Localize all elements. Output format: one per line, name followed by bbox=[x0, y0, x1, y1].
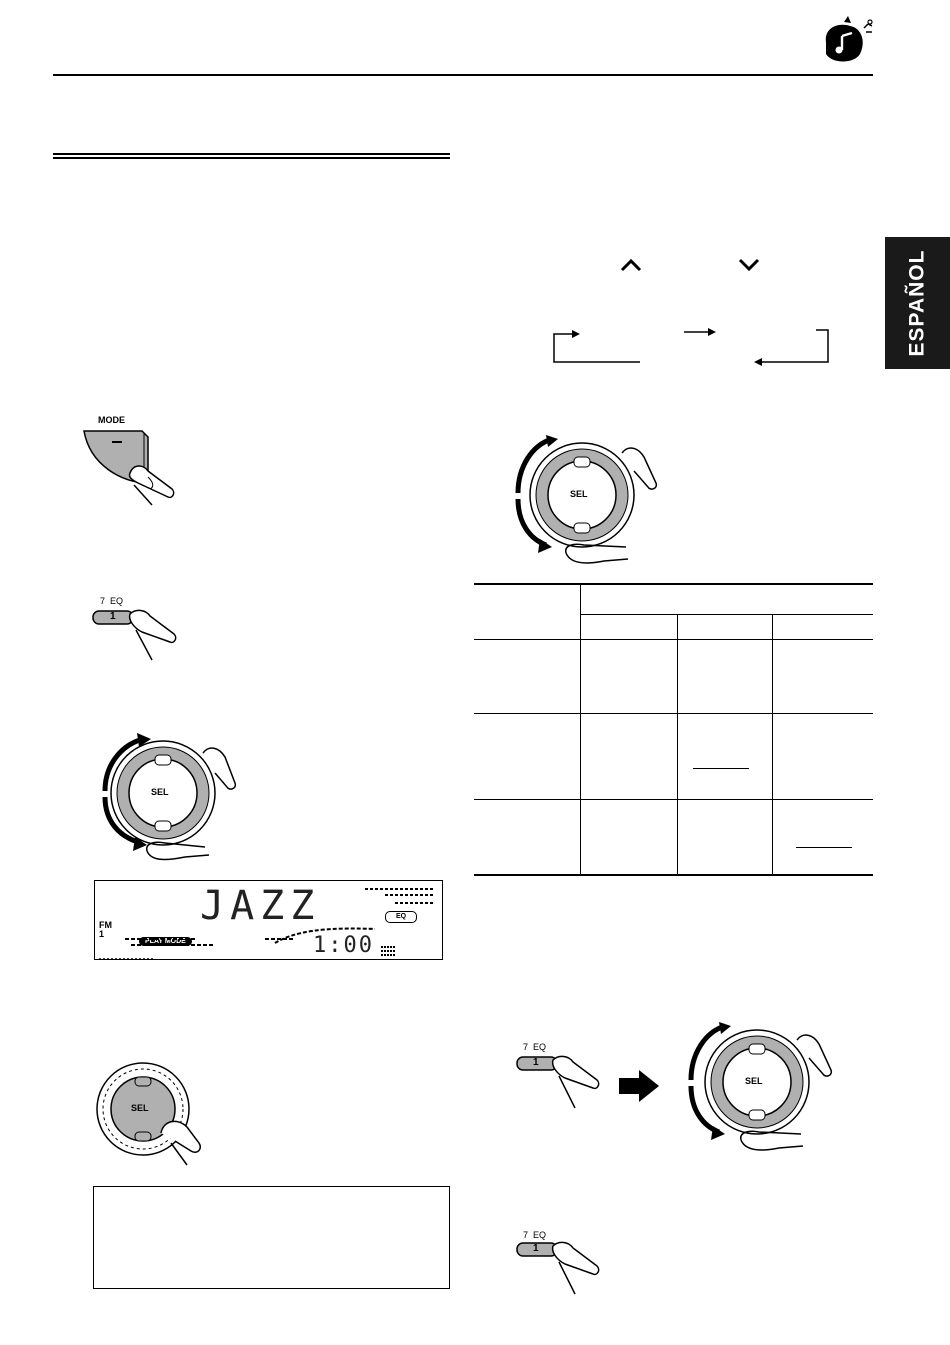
lcd-display bbox=[94, 880, 443, 960]
table-header-cell bbox=[581, 614, 678, 639]
lcd-band-number: 1 bbox=[99, 929, 105, 939]
sel-dial-bottom-label: SEL bbox=[745, 1076, 763, 1086]
sel-dial-left-graphic bbox=[85, 733, 245, 873]
eq-button-1-number: 1 bbox=[110, 611, 116, 622]
sel-dial-left-label: SEL bbox=[151, 787, 169, 797]
logo bbox=[818, 14, 876, 66]
table-underline bbox=[796, 847, 852, 848]
sel-dial-left[interactable] bbox=[85, 733, 245, 873]
table-header-cell bbox=[773, 614, 874, 639]
eq-button-1-label: 7 EQ bbox=[100, 596, 124, 606]
chevron-up-icon bbox=[620, 258, 642, 272]
sel-press-dial-graphic bbox=[95, 1055, 215, 1167]
table-header-cell bbox=[678, 614, 773, 639]
eq-button-1[interactable] bbox=[90, 594, 180, 664]
sel-press-dial[interactable] bbox=[95, 1055, 215, 1167]
language-tab-label: ESPAÑOL bbox=[905, 249, 929, 357]
table-row bbox=[474, 799, 873, 875]
lcd-segments bbox=[95, 881, 444, 961]
eq-button-2[interactable] bbox=[515, 1040, 605, 1112]
eq-button-2-label: 7 EQ bbox=[523, 1042, 547, 1052]
lcd-play-mode-indicator: PLAY MODE bbox=[139, 937, 192, 946]
eq-button-3-graphic bbox=[515, 1228, 605, 1300]
sel-press-dial-label: SEL bbox=[131, 1103, 149, 1113]
eq-button-3-label: 7 EQ bbox=[523, 1230, 547, 1240]
mode-button-label: MODE bbox=[98, 415, 125, 425]
eq-button-2-graphic bbox=[515, 1040, 605, 1112]
table-underline bbox=[693, 768, 749, 769]
lcd-digits: 1:00 bbox=[313, 933, 374, 958]
mode-button[interactable] bbox=[82, 413, 182, 508]
section-rule bbox=[53, 153, 450, 159]
table-header-cell bbox=[474, 584, 581, 639]
header-rule bbox=[53, 74, 873, 76]
sel-dial-right[interactable] bbox=[510, 435, 670, 575]
lcd-eq-indicator: EQ bbox=[385, 911, 417, 923]
eq-button-2-number: 1 bbox=[533, 1057, 539, 1068]
language-tab bbox=[885, 237, 950, 369]
lcd-main-text: JAZZ bbox=[200, 883, 321, 929]
cycle-diagram-arrows bbox=[550, 324, 834, 368]
mode-button-graphic bbox=[82, 413, 182, 508]
sel-dial-right-graphic bbox=[510, 435, 670, 575]
arrow-right-icon bbox=[617, 1068, 661, 1104]
note-box bbox=[93, 1186, 450, 1289]
sel-dial-bottom[interactable] bbox=[683, 1022, 843, 1162]
eq-button-3-number: 1 bbox=[533, 1243, 539, 1254]
sel-dial-bottom-graphic bbox=[683, 1022, 843, 1162]
table-header-cell bbox=[581, 584, 874, 614]
table-row bbox=[474, 713, 873, 799]
eq-button-3[interactable] bbox=[515, 1228, 605, 1300]
sel-dial-right-label: SEL bbox=[570, 489, 588, 499]
settings-table bbox=[474, 583, 873, 874]
table-row bbox=[474, 639, 873, 713]
chevron-down-icon bbox=[738, 258, 760, 272]
eq-button-1-graphic bbox=[90, 594, 180, 664]
cycle-diagram bbox=[550, 324, 834, 368]
lcd-band-name: FM bbox=[99, 920, 112, 930]
